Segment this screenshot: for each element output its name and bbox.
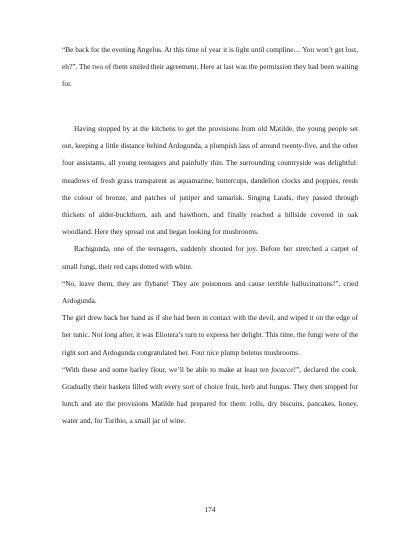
paragraph-rachigunda: Rachigunda, one of the teenagers, suddenly shouted for joy. Before her stretched a carpet of small fungi, their red caps dotted with white. xyxy=(62,244,358,271)
paragraph-boletus: The girl drew back her hand as if she had been in contact with the devil, and wiped it on the edge of her tunic. Not long after, it was Eliotera’s turn to express her delight. This time, the fungi were of the right sort and Ardogunda congratulated her. Four nice plump boletus mushrooms. xyxy=(62,313,358,357)
paragraph-flybane-warning: “No, leave them, they are flybane! They are poisonous and cause terrible hallucinations!”, cried Ardogunda. xyxy=(62,278,358,306)
paragraph-kitchens: Having stopped by at the kitchens to get the provisions from old Matilde, the young people set out, keeping a little distance behind Ardogunda, a plumpish lass of around twenty-five, and the other four assistants, all young teenagers and painfully thin. The surrounding countryside was delightful: meadows of fresh grass transparent as aquamarine, buttercups, dandelion clocks and poppies, reeds the colour of bronze, and patches of juniper and tamarisk. Singing Lauds, they passed through thickets of alder-buckthorn, ash and hawthorn, and finally reached a hillside covered in oak woodland. Here they spread out and began looking for mushrooms. xyxy=(62,124,358,237)
focacce-text-before: “With these and some barley flour, we’ll be able to make at least ten xyxy=(62,364,272,374)
opening-text-block xyxy=(62,41,358,93)
paragraph-focacce xyxy=(62,361,358,430)
page-number: 174 xyxy=(204,505,216,514)
paragraph-angelus: “Be back for the evening Angelus. At this time of year it is light until compline… You won’t get lost, eh?”. The two of them smiled their agreement. Here at last was the permission they had been waiting for. xyxy=(62,45,358,89)
main-text-block xyxy=(62,120,358,430)
focacce-text-after: !”, declared the cook. Gradually their baskets filled with every sort of choice fruit, herb and fungus. They then stopped for lunch and ate the provisions Matilde had prepared for them: rolls, dry biscuits, pancakes, honey, water and, for Toribio, a small jar of wine. xyxy=(62,364,358,426)
focacce-italic-word: focacce xyxy=(271,364,294,374)
